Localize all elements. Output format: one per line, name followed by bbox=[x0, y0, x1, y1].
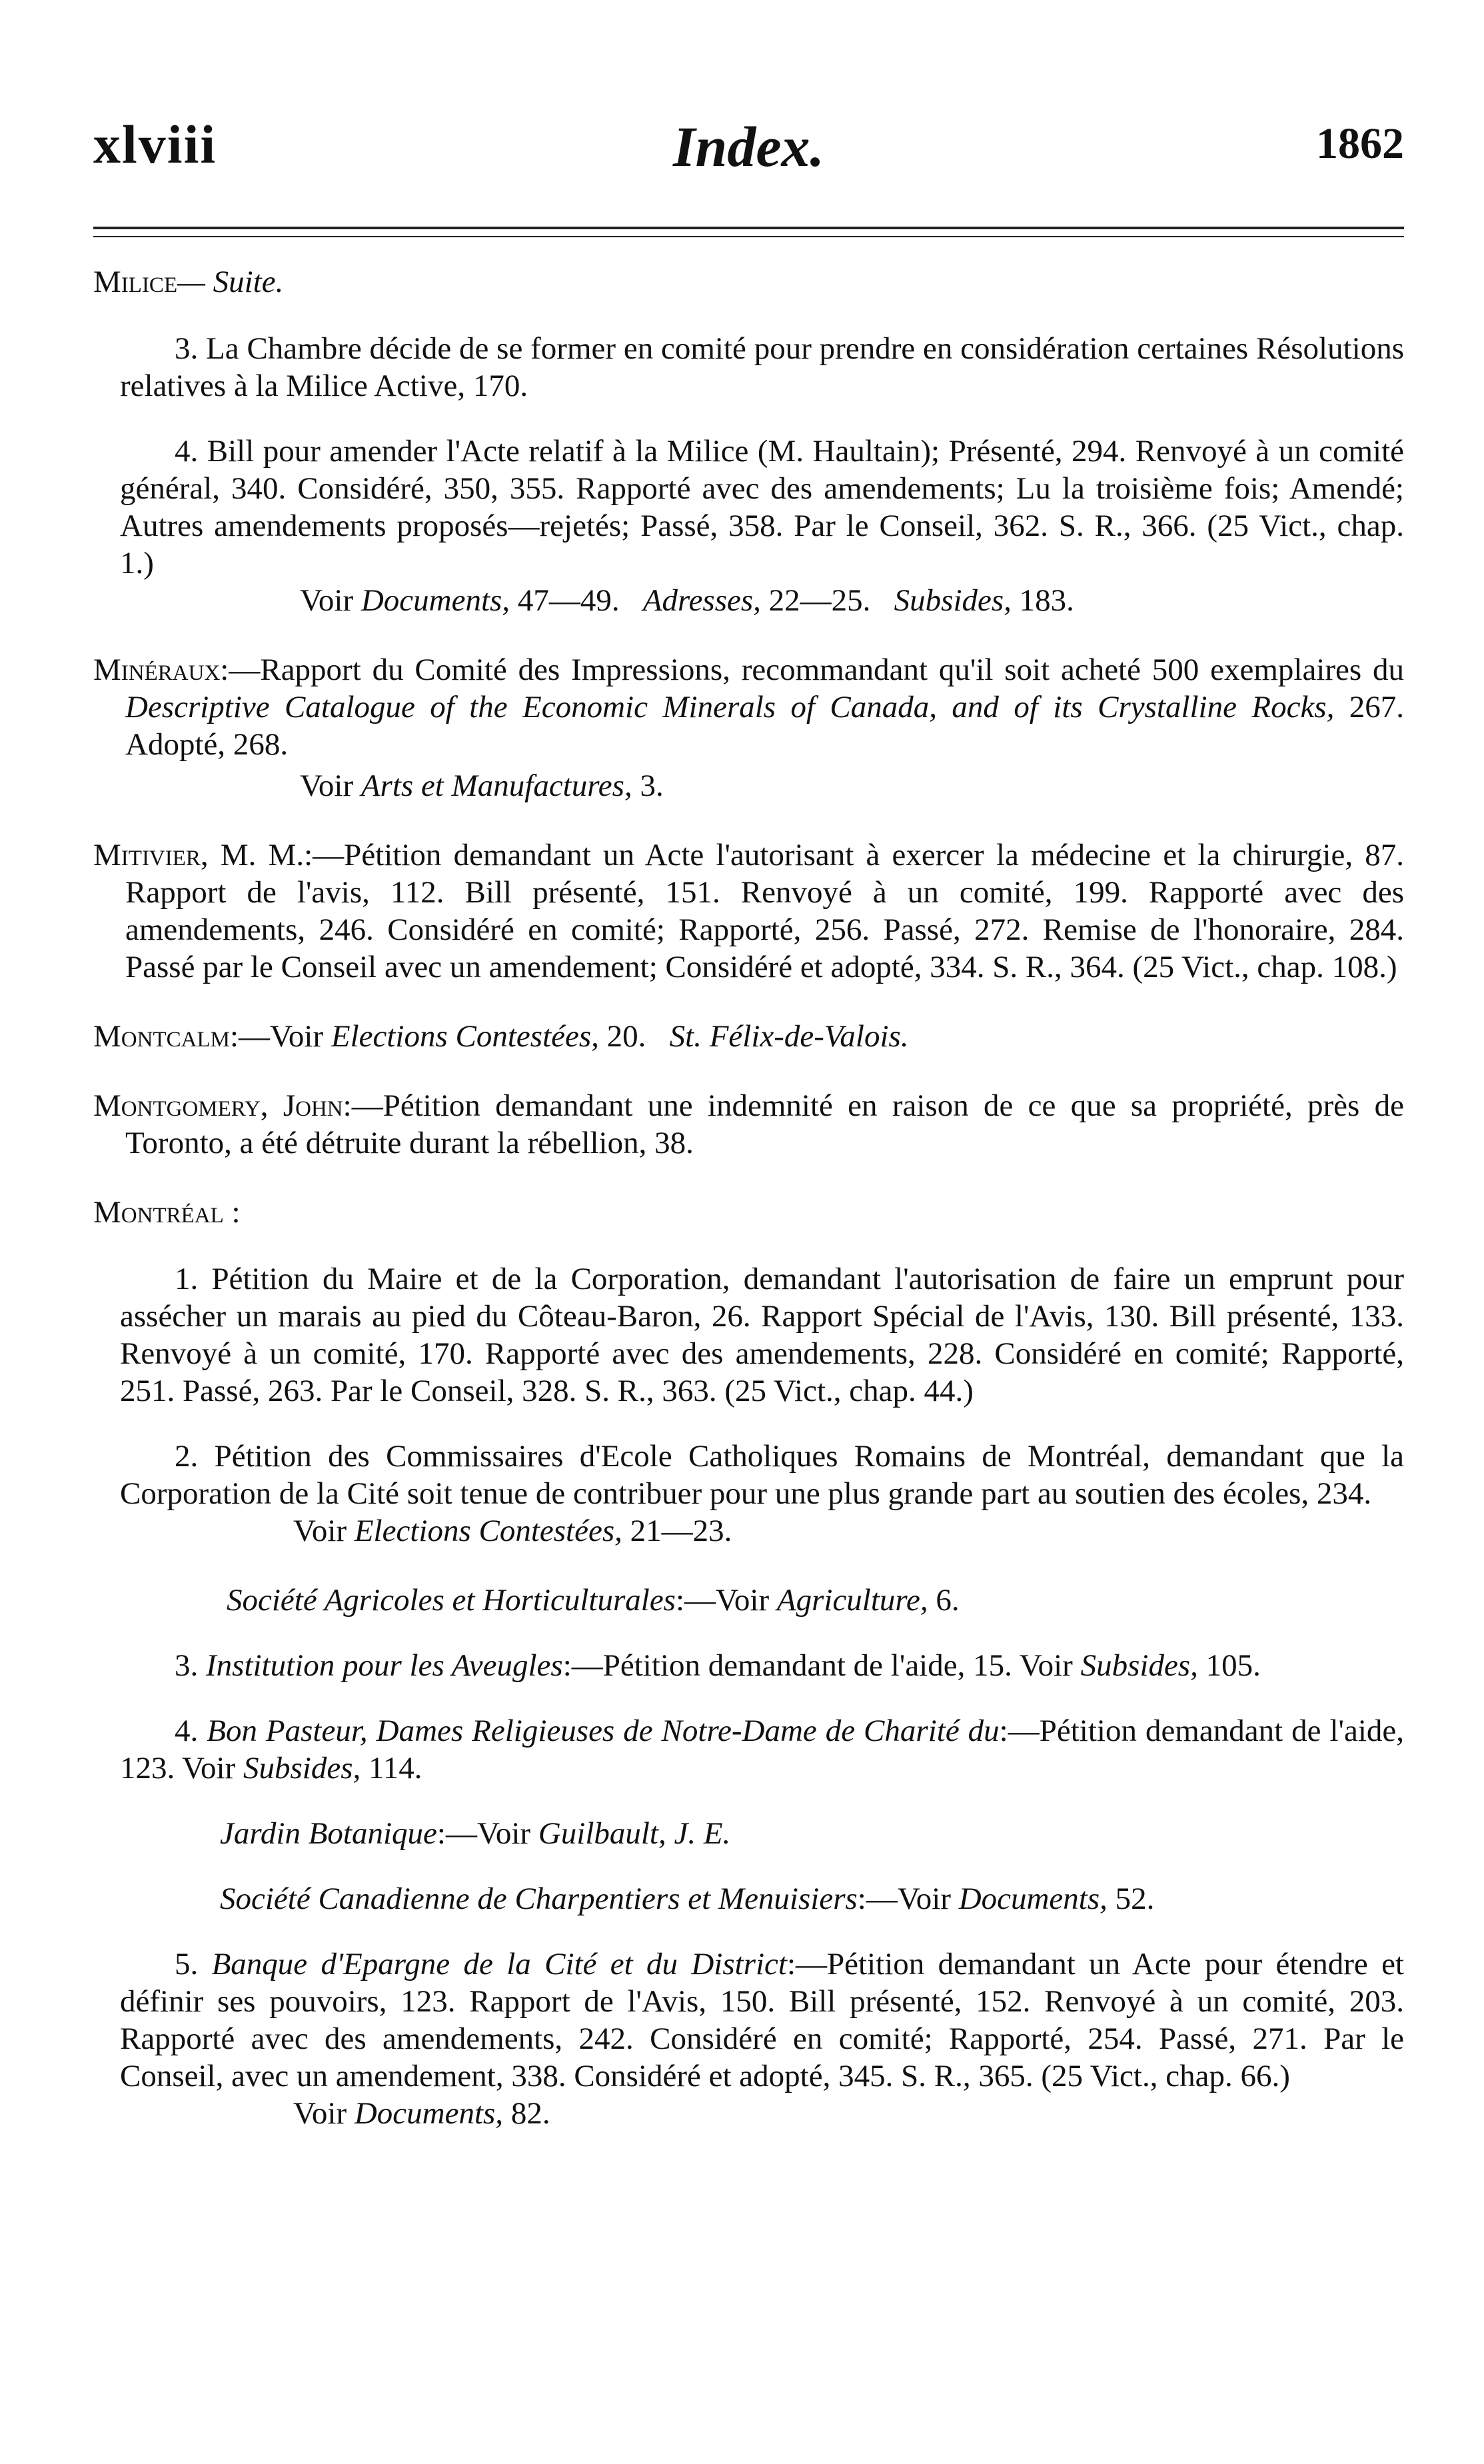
subentry-title: Jardin Botanique bbox=[220, 1816, 437, 1851]
voir-ref: Documents, bbox=[958, 1881, 1108, 1916]
milice-voir bbox=[93, 582, 1404, 619]
running-title: Index. bbox=[673, 115, 824, 179]
entry-montgomery bbox=[93, 1087, 1404, 1162]
entry-text: :—Pétition demandant de l'aide, 15. Voir bbox=[562, 1648, 1073, 1683]
subentry-title: Société Canadienne de Charpentiers et Menuisiers bbox=[220, 1881, 858, 1916]
entry-text: :—Rapport du Comité des Impressions, recommandant qu'il soit acheté 500 exemplaires du bbox=[220, 652, 1404, 687]
montreal-item-2: 2. Pétition des Commissaires d'Ecole Catholiques Romains de Montréal, demandant que la Corporation de la Cité soit tenue de contribuer pour une plus grande part au soutien des écoles, 234. bbox=[120, 1439, 1404, 1511]
montreal-item-5-voir bbox=[93, 2095, 1404, 2132]
voir-prefix: Voir bbox=[293, 2096, 347, 2131]
voir-pages: 183. bbox=[1019, 583, 1074, 618]
entry-mineraux bbox=[93, 651, 1404, 763]
entry-text: :—Pétition demandant un Acte l'autorisant à exercer la médecine et la chirurgie, 87. Rapport de l'avis, 112. Bill présenté, 151. Renvoyé à un comité, 199. Rapporté avec des amendements, 246. Considéré en comité; Rapporté, 256. Passé, 272. Remise de l'honoraire, 284. Passé par le Conseil avec un amendement; Considéré et adopté, 334. S. R., 364. (25 Vict., chap. 108.) bbox=[125, 838, 1405, 984]
voir-prefix: Voir bbox=[293, 1514, 347, 1548]
voir-pages: 47—49. bbox=[517, 583, 620, 618]
voir-pages: 21—23. bbox=[630, 1514, 732, 1548]
entry-text: :—Voir bbox=[857, 1881, 951, 1916]
mineraux-voir bbox=[93, 767, 1404, 804]
entry-text: :—Voir bbox=[436, 1816, 531, 1851]
page-number: xlviii bbox=[93, 114, 217, 175]
entry-text: :—Voir bbox=[675, 1583, 770, 1618]
entry-heading-suffix: — Suite. bbox=[177, 265, 284, 299]
entry-milice-heading bbox=[93, 263, 1404, 301]
entry-montreal-heading bbox=[93, 1194, 1404, 1231]
page-header bbox=[93, 113, 1404, 187]
entry-heading: Minéraux bbox=[93, 652, 221, 687]
montreal-societe-charpentiers bbox=[93, 1880, 1404, 1917]
entry-heading: Mitivier, M. M. bbox=[93, 838, 305, 872]
subentry-title: Bon Pasteur, Dames Religieuses de Notre-Dame de Charité du bbox=[207, 1714, 1000, 1748]
entry-title-italic: Descriptive Catalogue of the Economic Minerals of Canada, and of its Crystalline Rocks, bbox=[125, 690, 1335, 724]
voir-pages: 3. bbox=[640, 768, 664, 803]
entry-heading: Montgomery, John bbox=[93, 1088, 343, 1123]
montreal-societe-agricoles bbox=[93, 1582, 1404, 1619]
voir-ref: St. Félix-de-Valois. bbox=[669, 1019, 909, 1054]
voir-pages: 52. bbox=[1115, 1881, 1155, 1916]
montreal-item-3 bbox=[93, 1647, 1404, 1684]
entry-montcalm bbox=[93, 1018, 1404, 1055]
montreal-item-1: 1. Pétition du Maire et de la Corporation, demandant l'autorisation de faire un emprunt pour assécher un marais au pied du Côteau-Baron, 26. Rapport Spécial de l'Avis, 130. Bill présenté, 133. Renvoyé à un comité, 170. Rapporté avec des amendements, 228. Considéré en comité; Rapporté, 251. Passé, 263. Par le Conseil, 328. S. R., 363. (25 Vict., chap. 44.) bbox=[120, 1262, 1404, 1408]
voir-pages: 20. bbox=[606, 1019, 646, 1054]
header-rule-thick bbox=[93, 227, 1404, 229]
milice-item-4: 4. Bill pour amender l'Acte relatif à la Milice (M. Haultain); Présenté, 294. Renvoyé à un comité général, 340. Considéré, 350, 355. Rapporté avec des amendements; Lu la troisième fois; Amendé; Autres amendements proposés—rejetés; Passé, 358. Par le Conseil, 362. S. R., 366. (25 Vict., chap. 1.) bbox=[120, 434, 1404, 581]
voir-ref: Elections Contestées, bbox=[354, 1514, 622, 1548]
voir-pages: 6. bbox=[936, 1583, 960, 1618]
voir-ref: Subsides, bbox=[243, 1751, 361, 1786]
voir-pages: 82. bbox=[510, 2096, 550, 2131]
voir-ref: Arts et Manufactures, bbox=[361, 768, 632, 803]
subentry-title: Société Agricoles et Horticulturales bbox=[227, 1583, 676, 1618]
year-label: 1862 bbox=[1316, 119, 1404, 168]
voir-prefix: Voir bbox=[300, 768, 354, 803]
entry-heading: Montcalm bbox=[93, 1019, 230, 1054]
voir-ref: Adresses, bbox=[642, 583, 761, 618]
voir-ref: Guilbault, J. E. bbox=[538, 1816, 731, 1851]
entry-text: :—Pétition demandant un Acte pour étendre et définir ses pouvoirs, 123. Rapport de l'Avis, 150. Bill présenté, 152. Renvoyé à un comité, 203. Rapporté avec des amendements, 242. Considéré en comité; Rapporté, 254. Passé, 271. Par le Conseil, avec un amendement, 338. Considéré et adopté, 345. S. R., 365. (25 Vict., chap. 66.) bbox=[120, 1947, 1404, 2093]
entry-mitivier bbox=[93, 836, 1404, 986]
voir-ref: Documents, bbox=[361, 583, 510, 618]
voir-ref: Subsides, bbox=[1080, 1648, 1198, 1683]
index-content bbox=[93, 263, 1404, 2164]
entry-text: :—Pétition demandant une indemnité en raison de ce que sa propriété, près de Toronto, a été détruite durant la rébellion, 38. bbox=[125, 1088, 1404, 1160]
entry-text: :—Pétition demandant de l'aide, 123. Voir bbox=[120, 1714, 1405, 1786]
entry-text: 267. Adopté, 268. bbox=[125, 690, 1405, 762]
montreal-jardin-botanique bbox=[93, 1815, 1404, 1852]
voir-ref: Elections Contestées, bbox=[331, 1019, 599, 1054]
item-number: 4. bbox=[175, 1714, 199, 1748]
voir-pages: 22—25. bbox=[768, 583, 871, 618]
subentry-title: Banque d'Epargne de la Cité et du District bbox=[211, 1947, 787, 1981]
item-number: 3. bbox=[175, 1648, 199, 1683]
entry-heading: Montréal : bbox=[93, 1195, 241, 1230]
voir-pages: 114. bbox=[369, 1751, 422, 1786]
subentry-title: Institution pour les Aveugles bbox=[206, 1648, 563, 1683]
voir-prefix: Voir bbox=[300, 583, 354, 618]
milice-item-3: 3. La Chambre décide de se former en comité pour prendre en considération certaines Résolutions relatives à la Milice Active, 170. bbox=[120, 331, 1404, 403]
voir-pages: 105. bbox=[1205, 1648, 1261, 1683]
montreal-item-5 bbox=[93, 1945, 1404, 2095]
voir-ref: Documents, bbox=[354, 2096, 504, 2131]
item-number: 5. bbox=[175, 1947, 199, 1981]
montreal-item-4 bbox=[93, 1712, 1404, 1787]
header-rule-thin bbox=[93, 236, 1404, 237]
entry-heading: Milice bbox=[93, 265, 178, 299]
entry-text: :—Voir bbox=[229, 1019, 324, 1054]
montreal-item-2-voir bbox=[93, 1512, 1404, 1550]
voir-ref: Subsides, bbox=[894, 583, 1012, 618]
voir-ref: Agriculture, bbox=[776, 1583, 928, 1618]
